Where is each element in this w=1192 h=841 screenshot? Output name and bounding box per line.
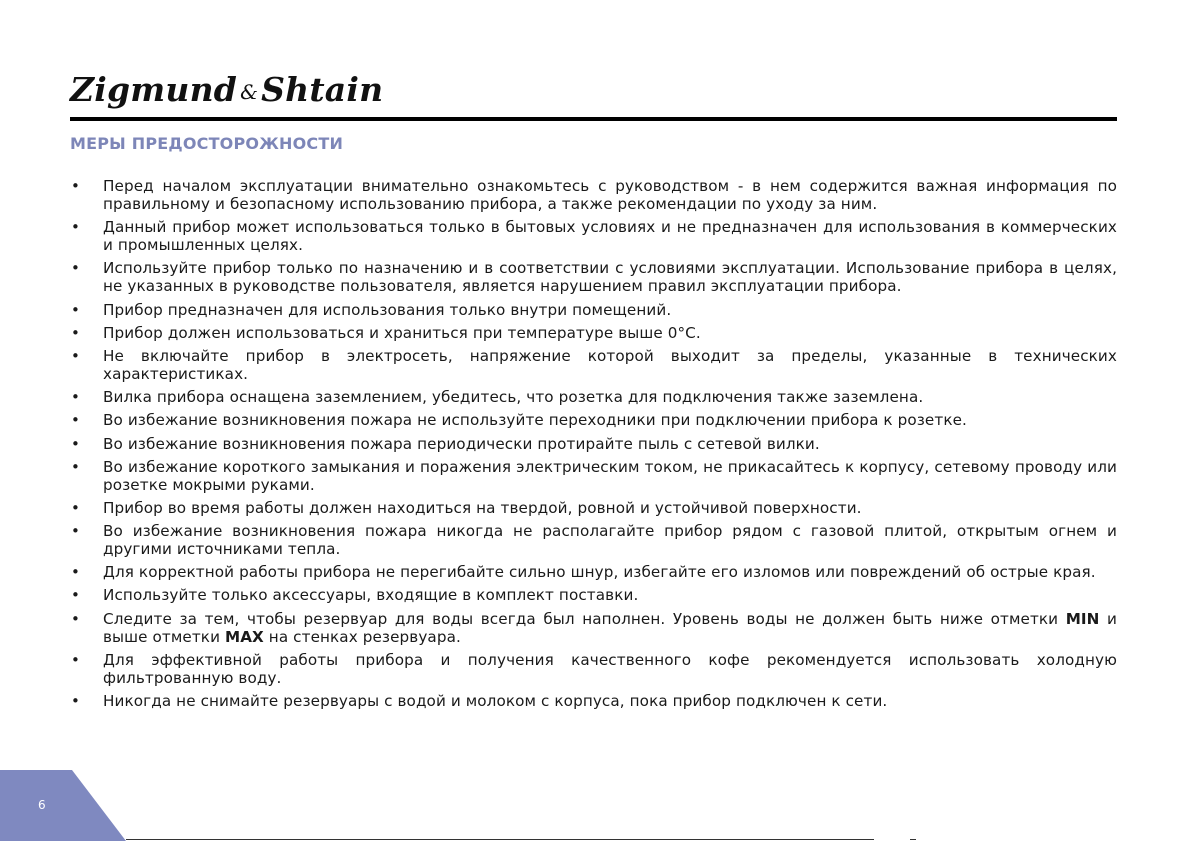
list-item: • Перед началом эксплуатации внимательно ознакомьтесь с руководством - в нем содержится важная информация по правильному и безопасному использованию прибора, а также рекомендации по уходу за ним. (70, 177, 1117, 213)
list-item: • Данный прибор может использоваться только в бытовых условиях и не предназначен для использования в коммерческих и промышленных целях. (70, 218, 1117, 254)
precautions-list (70, 177, 1117, 715)
logo-word-left: Zigmund (70, 70, 238, 109)
list-item: • Для эффективной работы прибора и получения качественного кофе рекомендуется использовать холодную фильтрованную воду. (70, 651, 1117, 687)
list-item: • Не включайте прибор в электросеть, напряжение которой выходит за пределы, указанные в технических характеристиках. (70, 347, 1117, 383)
water-level-text-1: Следите за тем, чтобы резервуар для воды всегда был наполнен. Уровень воды не должен быть ниже отметки (103, 609, 1066, 628)
list-item: • Прибор должен использоваться и храниться при температуре выше 0°С. (70, 324, 1117, 342)
list-item: • Прибор во время работы должен находиться на твердой, ровной и устойчивой поверхности. (70, 499, 1117, 517)
list-item: • Во избежание короткого замыкания и поражения электрическим током, не прикасайтесь к корпусу, сетевому проводу или розетке мокрыми руками. (70, 458, 1117, 494)
list-item: • Во избежание возникновения пожара периодически протирайте пыль с сетевой вилки. (70, 435, 1117, 453)
footer-divider (126, 839, 874, 840)
water-level-text-3: на стенках резервуара. (263, 627, 461, 646)
list-item: • Прибор предназначен для использования только внутри помещений. (70, 301, 1117, 319)
corner-tab-shape (0, 770, 126, 841)
list-item: • Используйте только аксессуары, входящие в комплект поставки. (70, 586, 1117, 604)
page-number: 6 (38, 798, 46, 812)
list-item: • Никогда не снимайте резервуары с водой и молоком с корпуса, пока прибор подключен к сети. (70, 692, 1117, 710)
header-divider (70, 117, 1117, 121)
list-item: • Вилка прибора оснащена заземлением, убедитесь, что розетка для подключения также заземлена. (70, 388, 1117, 406)
brand-logo (70, 68, 383, 114)
section-title: МЕРЫ ПРЕДОСТОРОЖНОСТИ (70, 134, 344, 153)
max-mark-label: MAX (224, 627, 264, 646)
list-item: • Используйте прибор только по назначению и в соответствии с условиями эксплуатации. Использование прибора в целях, не указанных в руководстве пользователя, является нарушением правил эксплуатации прибора. (70, 259, 1117, 295)
logo-ampersand: & (240, 80, 259, 104)
list-item: • Во избежание возникновения пожара не используйте переходники при подключении прибора к розетке. (70, 411, 1117, 429)
min-mark-label: MIN (1065, 609, 1100, 628)
list-item: • Во избежание возникновения пожара никогда не располагайте прибор рядом с газовой плитой, открытым огнем и другими источниками тепла. (70, 522, 1117, 558)
water-level-text-2: и выше отметки (103, 609, 1117, 646)
logo-word-right: Shtain (261, 70, 384, 109)
footer-tick-mark (910, 839, 916, 840)
list-item-water-level (70, 610, 1117, 646)
page-corner-tab (0, 770, 126, 841)
list-item: • Для корректной работы прибора не перегибайте сильно шнур, избегайте его изломов или повреждений об острые края. (70, 563, 1117, 581)
